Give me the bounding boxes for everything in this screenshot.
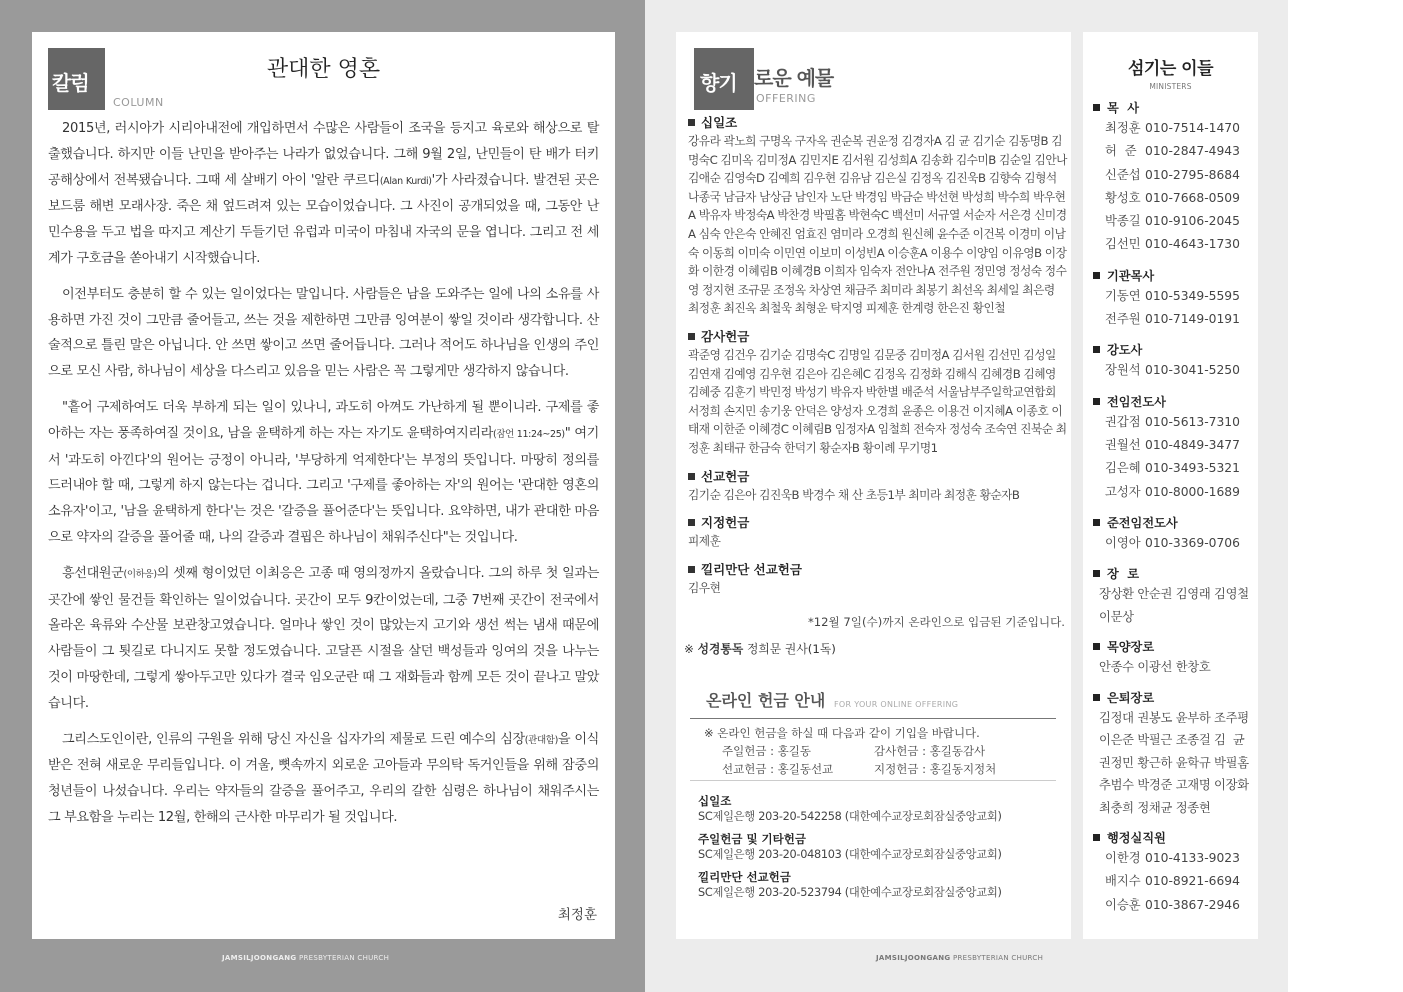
elder-names: 최충희 정채균 정종현 bbox=[1099, 800, 1211, 815]
offering-section-names: 강유라 곽노희 구명옥 구자옥 권순복 권운정 김경자A 김 균 김기순 김동명B 김명숙C 김미옥 김미정A 김민지E 김서원 김성희A 김송화 김수미B 김순일 김안나 김애순 김영숙D 김예희 김우현 김유남 김은실 김정옥 김진욱B 김향숙 김형석 나종국 남금자 남상금 남인자 노단 박경임 박금순 박선현 박성희 박수희 박우현A 박유자 박정숙A 박찬경 박필홈 박현숙C 백선미 서규열 서순자 서은경 신미경A 심숙 안은숙 안혜진 엄효진 염미라 오경희 원신혜 윤수준 이건복 이경미 이남숙 이동희 이미숙 이민연 이보미 이성빈A 이승훈A 이용수 이양임 이유영B 이장화 이한경 이혜림B 이혜경B 이희자 임숙자 전안나A 전주원 정민영 정성숙 정수영 정지현 조규문 조정옥 차상연 채금주 최미라 최봉기 최선옥 최세일 최은령 최정훈 최진옥 최철욱 최형운 탁지영 피제훈 한계령 한은진 황인철 bbox=[688, 134, 1067, 316]
bank-accounts bbox=[698, 794, 1002, 908]
ministers-group-heading: 강도사 bbox=[1093, 342, 1253, 359]
minister-phone: 010-4643-1730 bbox=[1145, 237, 1240, 252]
minister-name: 황성호 bbox=[1105, 190, 1141, 205]
offering-section-names: 김기순 김은아 김진욱B 박경수 채 산 초등1부 최미라 최정훈 황순자B bbox=[688, 487, 1020, 502]
minister-name: 배지수 bbox=[1105, 874, 1141, 889]
minister-phone: 010-2847-4943 bbox=[1145, 144, 1240, 159]
column-badge-subtitle: COLUMN bbox=[113, 96, 164, 109]
column-paragraph: 그리스도인이란, 인류의 구원을 위해 당신 자신을 십자가의 제물로 드린 예수의 심장(관대함)을 이식받은 전혀 새로운 무리들입니다. 이 겨울, 뼛속까지 외로운 고아들과 무의탁 독거인들을 위해 잠중의 청년들이 나섰습니다. 우리는 약자들의 갈증을 풀어주고, 우리의 갈한 심령은 하나님이 채워주시는 그 부요함을 누리는 12월, 한해의 근사한 마무리가 될 것입니다. bbox=[48, 731, 599, 825]
account-label: 주일헌금 및 기타헌금 bbox=[698, 832, 806, 846]
square-bullet-icon bbox=[1093, 694, 1100, 701]
ministers-group-heading: 은퇴장로 bbox=[1093, 690, 1253, 707]
column-title: 관대한 영혼 bbox=[266, 57, 381, 82]
square-bullet-icon bbox=[1093, 519, 1100, 526]
ministers-panel bbox=[1083, 32, 1258, 939]
ministers-subtitle: MINISTERS bbox=[1149, 82, 1192, 91]
offering-section-names: 곽준영 김건우 김기순 김명숙C 김명일 김문중 김미정A 김서원 김선민 김성일 김연재 김예영 김우현 김은아 김은혜C 김정옥 김정화 김해식 김혜경B 김혜영 김혜중 김훈기 박민정 박성기 박유자 박한별 배준석 서울남부주일학교연합회 서정희 손지민 송기웅 안덕은 양성자 오경희 윤종은 이용건 이지혜A 이종호 이태재 이한준 이혜경C 이혜림B 임정자A 임철희 전숙자 정성숙 조숙연 진북순 최정훈 최태규 한금숙 한덕기 황순자B 황이례 무기명1 bbox=[688, 347, 1067, 455]
ministers-group-heading: 전임전도사 bbox=[1093, 394, 1253, 411]
offering-section-heading: 선교헌금 bbox=[688, 468, 1067, 486]
minister-name: 최정훈 bbox=[1105, 121, 1141, 135]
column-paragraph: 2015년, 러시아가 시리아내전에 개입하면서 수많은 사람들이 조국을 등지고 육로와 해상으로 탈출했습니다. 하지만 이들 난민을 받아주는 나라가 없었습니다. 그해 9월 2일, 난민들이 탄 배가 터키 공해상에서 전복됐습니다. 그때 세 살배기 아이 '알란 쿠르디(Alan Kurdi)'가 사라졌습니다. 발견된 곳은 보드룸 해변 모래사장. 죽은 채 엎드려져 있는 모습이었습니다. 그 사진이 공개되었을 때, 그동안 난민수용을 두고 법을 따지고 계산기 두들기던 유럽과 미국이 마침내 자국의 문을 엽니다. 그리고 전 세계가 구호금을 쏟아내기 시작했습니다. bbox=[48, 121, 599, 266]
margin-background bbox=[1288, 0, 1403, 992]
elder-names: 이은준 박필근 조종걸 김 균 bbox=[1099, 733, 1245, 748]
minister-phone: 010-2795-8684 bbox=[1145, 167, 1240, 182]
ministers-group-heading: 준전임전도사 bbox=[1093, 515, 1253, 532]
offering-note: *12월 7일(수)까지 온라인으로 입금된 기준입니다. bbox=[808, 615, 1065, 629]
minister-phone: 010-3867-2946 bbox=[1145, 897, 1240, 912]
online-offering-format-col2: 감사헌금 : 홍길동감사 지정헌금 : 홍길동지정처 bbox=[874, 744, 997, 776]
elder-names: 안종수 이광선 한창호 bbox=[1099, 660, 1211, 675]
account-number: SC제일은행 203-20-542258 (대한예수교장로회잠실중앙교회) bbox=[698, 810, 1002, 823]
account-label: 십일조 bbox=[698, 794, 732, 808]
ministers-list bbox=[1093, 100, 1253, 917]
minister-row bbox=[1093, 164, 1253, 187]
account-label: 낄리만단 선교헌금 bbox=[698, 870, 791, 884]
elder-names: 김정대 권봉도 윤부하 조주평 bbox=[1099, 710, 1249, 725]
minister-row bbox=[1093, 233, 1253, 256]
ministers-group-heading: 목 사 bbox=[1093, 100, 1253, 117]
square-bullet-icon bbox=[1093, 272, 1100, 279]
offering-list bbox=[688, 114, 1067, 597]
column-author: 최정훈 bbox=[557, 907, 597, 923]
square-bullet-icon bbox=[1093, 346, 1100, 353]
account-number: SC제일은행 203-20-048103 (대한예수교장로회잠실중앙교회) bbox=[698, 848, 1002, 861]
minister-row bbox=[1093, 308, 1253, 331]
minister-row bbox=[1093, 434, 1253, 457]
minister-name: 기동연 bbox=[1105, 288, 1141, 303]
minister-phone: 010-5349-5595 bbox=[1145, 288, 1240, 303]
minister-row bbox=[1093, 870, 1253, 893]
ministers-group-heading: 장 로 bbox=[1093, 566, 1253, 583]
minister-row bbox=[1093, 481, 1253, 504]
minister-name: 김은혜 bbox=[1105, 461, 1141, 476]
column-body bbox=[48, 116, 599, 841]
minister-row bbox=[1093, 359, 1253, 382]
offering-title: 로운 예물 bbox=[754, 66, 834, 90]
minister-phone: 010-3493-5321 bbox=[1145, 461, 1240, 476]
online-offering-subtitle: FOR YOUR ONLINE OFFERING bbox=[834, 700, 959, 709]
online-offering-notice: ※ 온라인 헌금을 하실 때 다음과 같이 기입을 바랍니다. bbox=[704, 726, 980, 740]
square-bullet-icon bbox=[1093, 643, 1100, 650]
square-bullet-icon bbox=[688, 119, 695, 126]
minister-name: 박종길 bbox=[1105, 214, 1141, 229]
minister-phone: 010-5613-7310 bbox=[1145, 414, 1240, 429]
square-bullet-icon bbox=[1093, 570, 1100, 577]
minister-row bbox=[1093, 117, 1253, 140]
offering-section-heading: 낄리만단 선교헌금 bbox=[688, 561, 1067, 579]
footer-church-name: JAMSILJOONGANG PRESBYTERIAN CHURCH bbox=[876, 954, 1044, 962]
offering-section-heading: 지정헌금 bbox=[688, 514, 1067, 532]
minister-phone: 010-8000-1689 bbox=[1145, 484, 1240, 499]
offering-badge: 향기 bbox=[694, 48, 754, 110]
offering-panel bbox=[676, 32, 1071, 939]
minister-row bbox=[1093, 894, 1253, 917]
minister-name: 허 준 bbox=[1105, 144, 1137, 159]
minister-name: 권월선 bbox=[1105, 437, 1141, 452]
account-number: SC제일은행 203-20-523794 (대한예수교장로회잠실중앙교회) bbox=[698, 886, 1002, 899]
minister-row bbox=[1093, 457, 1253, 480]
square-bullet-icon bbox=[688, 333, 695, 340]
minister-row bbox=[1093, 847, 1253, 870]
offering-section-heading: 십일조 bbox=[688, 114, 1067, 132]
footer-church-name: JAMSILJOONGANG PRESBYTERIAN CHURCH bbox=[222, 954, 390, 962]
minister-phone: 010-4133-9023 bbox=[1145, 851, 1240, 866]
minister-phone: 010-3041-5250 bbox=[1145, 363, 1240, 378]
square-bullet-icon bbox=[1093, 834, 1100, 841]
elder-names: 이문상 bbox=[1099, 609, 1134, 624]
minister-phone: 010-8921-6694 bbox=[1145, 874, 1240, 889]
column-badge: 칼럼 bbox=[48, 48, 105, 110]
minister-phone: 010-7514-1470 bbox=[1145, 121, 1240, 135]
online-offering-title: 온라인 헌금 안내 bbox=[706, 691, 826, 710]
elder-names: 추범수 박경준 고재명 이장화 bbox=[1099, 778, 1249, 793]
bible-reading-line: ※ 성경통독 정희문 권사(1독) bbox=[684, 642, 836, 656]
minister-name: 신준섭 bbox=[1105, 167, 1141, 182]
elder-names: 장상환 안순권 김영래 김영철 bbox=[1099, 587, 1249, 602]
online-offering-format-col1: 주일헌금 : 홍길동 선교헌금 : 홍길동선교 bbox=[722, 744, 834, 776]
elder-names: 권정민 황근하 윤학규 박필홈 bbox=[1099, 755, 1249, 770]
minister-phone: 010-7149-0191 bbox=[1145, 312, 1240, 327]
minister-name: 고성자 bbox=[1105, 484, 1141, 499]
minister-row bbox=[1093, 210, 1253, 233]
offering-section-heading: 감사헌금 bbox=[688, 328, 1067, 346]
minister-row bbox=[1093, 532, 1253, 555]
minister-name: 권갑점 bbox=[1105, 414, 1141, 429]
ministers-group-heading: 목양장로 bbox=[1093, 639, 1253, 656]
offering-section-names: 피제훈 bbox=[688, 534, 721, 549]
column-panel bbox=[32, 32, 615, 939]
ministers-title: 섬기는 이들 bbox=[1127, 59, 1214, 79]
minister-phone: 010-3369-0706 bbox=[1145, 535, 1240, 550]
square-bullet-icon bbox=[688, 473, 695, 480]
minister-row bbox=[1093, 140, 1253, 163]
offering-section-names: 김우현 bbox=[688, 580, 721, 595]
minister-name: 이승훈 bbox=[1105, 897, 1141, 912]
column-paragraph: 흥선대원군(이하응)의 셋째 형이었던 이최응은 고종 때 영의정까지 올랐습니다. 그의 하루 첫 일과는 곳간에 쌓인 물건들 확인하는 일이었습니다. 곳간이 모두 9칸이었는데, 그중 7번째 곳간이 전국에서 올라온 육류와 수산물 보관창고였습니다. 얼마나 쌓인 것이 많았는지 고기와 생선 썩는 냄새 때문에 사람들이 그 툇길로 다니지도 못할 정도였습니다. 고달픈 시절을 살던 백성들과 잉여의 것을 나누는 것이 마땅한데, 그렇게 쌓아두고만 있다가 결국 임오군란 때 그 재화들과 함께 모든 것이 끝나고 말았습니다. bbox=[48, 565, 599, 711]
divider bbox=[690, 718, 1056, 719]
minister-name: 이한경 bbox=[1105, 851, 1141, 866]
minister-phone: 010-4849-3477 bbox=[1145, 437, 1240, 452]
minister-row bbox=[1093, 411, 1253, 434]
minister-phone: 010-7668-0509 bbox=[1145, 190, 1240, 205]
minister-phone: 010-9106-2045 bbox=[1145, 214, 1240, 229]
ministers-group-heading: 기관목사 bbox=[1093, 268, 1253, 285]
minister-row bbox=[1093, 187, 1253, 210]
ministers-group-heading: 행정실직원 bbox=[1093, 830, 1253, 847]
offering-badge-subtitle: OFFERING bbox=[756, 92, 816, 105]
minister-row bbox=[1093, 285, 1253, 308]
square-bullet-icon bbox=[688, 566, 695, 573]
minister-name: 전주원 bbox=[1105, 312, 1141, 327]
square-bullet-icon bbox=[688, 519, 695, 526]
square-bullet-icon bbox=[1093, 104, 1100, 111]
column-paragraph: "흩어 구제하여도 더욱 부하게 되는 일이 있나니, 과도히 아껴도 가난하게 될 뿐이니라. 구제를 좋아하는 자는 풍족하여질 것이요, 남을 윤택하게 하는 자는 자기도 윤택하여지리라(잠언 11:24~25)" 여기서 '과도히 아낀다'의 원어는 긍정이 아니라, '부당하게 억제한다'는 부정의 뜻입니다. 마땅히 정의를 드러내야 할 때, 그렇게 하지 않는다는 겁니다. 그리고 '구제를 좋아하는 자'의 원어는 '관대한 영혼의 소유자'이고, '남을 윤택하게 한다'는 것은 '갈증을 풀어준다'는 뜻입니다. 요약하면, 내가 관대한 마음으로 약자의 갈증을 풀어줄 때, 나의 갈증과 결핍은 하나님이 채워주신다"는 것입니다. bbox=[48, 399, 599, 545]
minister-name: 김선민 bbox=[1105, 237, 1141, 252]
square-bullet-icon bbox=[1093, 398, 1100, 405]
divider bbox=[690, 780, 1056, 781]
column-paragraph: 이전부터도 충분히 할 수 있는 일이었다는 말입니다. 사람들은 남을 도와주는 일에 나의 소유를 사용하면 가진 것이 그만큼 줄어들고, 쓰는 것을 제한하면 그만큼 잉여분이 쌓일 것이라 생각합니다. 산술적으로 틀린 말은 아닙니다. 안 쓰면 쌓이고 쓰면 줄어듭니다. 그러나 적어도 하나님을 인생의 주인으로 모신 사람, 하나님이 세상을 다스리고 있음을 믿는 사람은 꼭 그렇게만 생각하지 않습니다. bbox=[48, 286, 599, 380]
minister-name: 이영아 bbox=[1105, 535, 1141, 550]
minister-name: 장원석 bbox=[1105, 363, 1141, 378]
